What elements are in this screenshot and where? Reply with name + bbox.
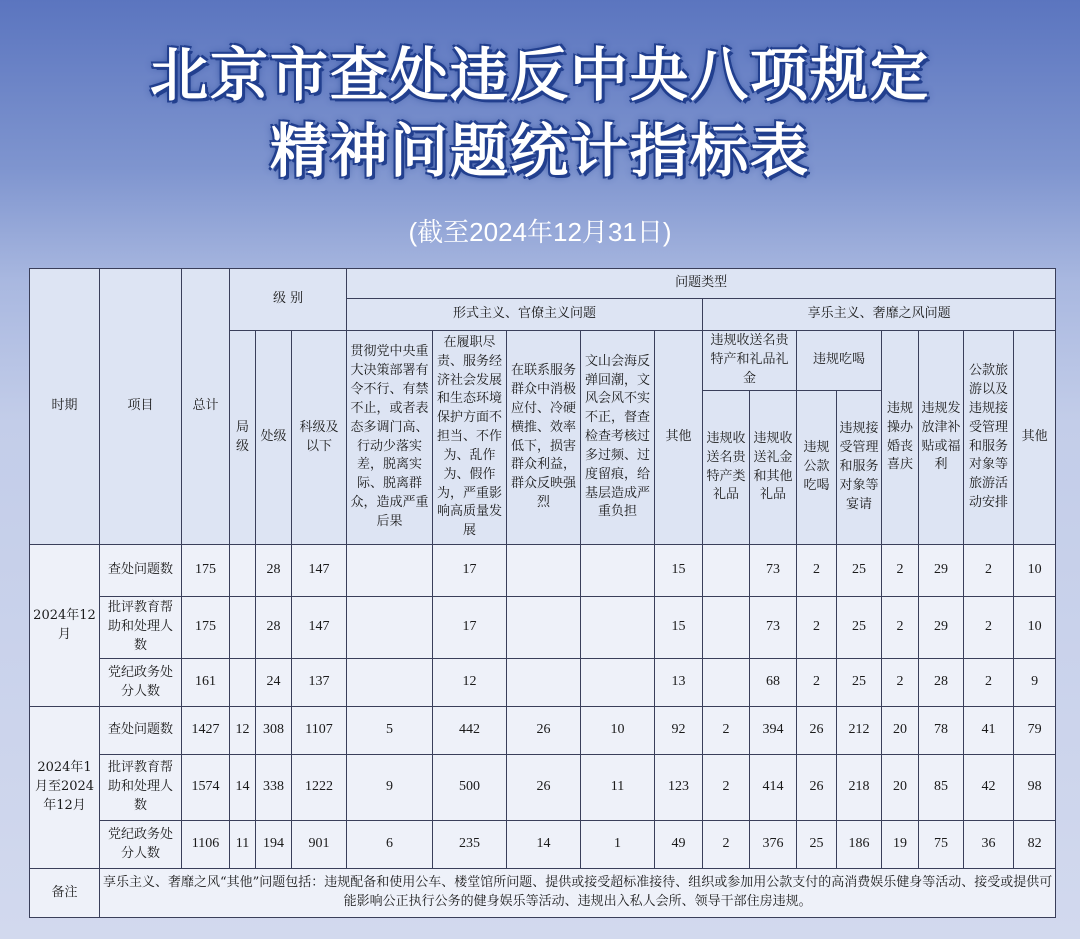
cell-h4: 85: [919, 755, 964, 821]
cell-f2: 17: [433, 597, 507, 659]
cell-f5: 13: [655, 659, 703, 707]
cell-h4: 78: [919, 707, 964, 755]
cell-h6: 98: [1014, 755, 1056, 821]
cell-h5: 41: [964, 707, 1014, 755]
cell-h3: 2: [882, 545, 919, 597]
cell-total: 161: [182, 659, 230, 707]
header-formalism-2: 在履职尽责、服务经济社会发展和生态环境保护方面不担当、不作为、乱作为、假作为，严重影响高质量发展: [433, 331, 507, 545]
header-gift-1: 违规收送名贵特产类礼品: [703, 391, 750, 545]
row-item-label: 查处问题数: [100, 707, 182, 755]
cell-e2: 212: [837, 707, 882, 755]
cell-e2: 218: [837, 755, 882, 821]
cell-h3: 2: [882, 597, 919, 659]
header-gift: 违规收送名贵特产和礼品礼金: [703, 331, 797, 391]
cell-h4: 29: [919, 597, 964, 659]
cell-f1: [347, 545, 433, 597]
cell-h3: 20: [882, 707, 919, 755]
cell-e1: 25: [797, 821, 837, 869]
header-formalism-4: 文山会海反弹回潮，文风会风不实不正，督查检查考核过多过频、过度留痕，给基层造成严重负担: [581, 331, 655, 545]
subtitle-date: (截至2024年12月31日): [408, 217, 672, 247]
title-line-1: 北京市查处违反中央八项规定: [149, 41, 930, 109]
header-eating: 违规吃喝: [797, 331, 882, 391]
cell-ju: [230, 597, 256, 659]
header-period: 时期: [30, 269, 100, 545]
cell-g1: [703, 597, 750, 659]
cell-chu: 338: [256, 755, 292, 821]
header-weddings: 违规操办婚丧喜庆: [882, 331, 919, 545]
cell-total: 175: [182, 597, 230, 659]
cell-f1: 5: [347, 707, 433, 755]
cell-f4: 1: [581, 821, 655, 869]
cell-chu: 308: [256, 707, 292, 755]
cell-ke: 147: [292, 597, 347, 659]
cell-e1: 2: [797, 597, 837, 659]
cell-h3: 20: [882, 755, 919, 821]
row-item-label: 批评教育帮助和处理人数: [100, 755, 182, 821]
cell-total: 1574: [182, 755, 230, 821]
header-item: 项目: [100, 269, 182, 545]
cell-f3: 26: [507, 707, 581, 755]
cell-f5: 92: [655, 707, 703, 755]
header-issue-type: 问题类型: [347, 269, 1056, 299]
row-item-label: 批评教育帮助和处理人数: [100, 597, 182, 659]
cell-e2: 25: [837, 597, 882, 659]
header-total: 总计: [182, 269, 230, 545]
cell-e2: 25: [837, 659, 882, 707]
table-row: [30, 659, 1056, 707]
header-subsidies: 违规发放津补贴或福利: [919, 331, 964, 545]
cell-h6: 10: [1014, 545, 1056, 597]
cell-e1: 2: [797, 545, 837, 597]
table-row: [30, 821, 1056, 869]
cell-h3: 19: [882, 821, 919, 869]
header-gift-2: 违规收送礼金和其他礼品: [750, 391, 797, 545]
cell-f2: 17: [433, 545, 507, 597]
cell-g2: 376: [750, 821, 797, 869]
cell-g2: 73: [750, 597, 797, 659]
cell-f4: [581, 659, 655, 707]
cell-h4: 28: [919, 659, 964, 707]
cell-chu: 24: [256, 659, 292, 707]
cell-f1: [347, 659, 433, 707]
cell-f1: [347, 597, 433, 659]
header-level-ju: 局级: [230, 331, 256, 545]
cell-ju: [230, 545, 256, 597]
header-level-ke: 科级及以下: [292, 331, 347, 545]
row-item-label: 查处问题数: [100, 545, 182, 597]
note-label: 备注: [30, 869, 100, 918]
cell-h6: 9: [1014, 659, 1056, 707]
cell-ke: 137: [292, 659, 347, 707]
cell-e1: 26: [797, 707, 837, 755]
cell-f3: [507, 545, 581, 597]
cell-g2: 394: [750, 707, 797, 755]
cell-f2: 442: [433, 707, 507, 755]
header-formalism: 形式主义、官僚主义问题: [347, 299, 703, 331]
cell-g1: [703, 545, 750, 597]
cell-f2: 500: [433, 755, 507, 821]
cell-h4: 75: [919, 821, 964, 869]
cell-f1: 9: [347, 755, 433, 821]
header-formalism-1: 贯彻党中央重大决策部署有令不行、有禁不止，或者表态多调门高、行动少落实差，脱离实际、脱离群众，造成严重后果: [347, 331, 433, 545]
table-row: [30, 545, 1056, 597]
cell-e1: 26: [797, 755, 837, 821]
cell-h5: 2: [964, 597, 1014, 659]
cell-e1: 2: [797, 659, 837, 707]
cell-ju: [230, 659, 256, 707]
table-row: [30, 755, 1056, 821]
cell-e2: 25: [837, 545, 882, 597]
cell-ke: 901: [292, 821, 347, 869]
cell-h5: 42: [964, 755, 1014, 821]
cell-g1: 2: [703, 707, 750, 755]
cell-g2: 73: [750, 545, 797, 597]
cell-f1: 6: [347, 821, 433, 869]
period-label: 2024年12月: [30, 545, 100, 707]
header-level: 级 别: [230, 269, 347, 331]
cell-total: 175: [182, 545, 230, 597]
cell-h6: 10: [1014, 597, 1056, 659]
cell-h6: 82: [1014, 821, 1056, 869]
cell-f5: 123: [655, 755, 703, 821]
cell-f4: 10: [581, 707, 655, 755]
cell-h5: 2: [964, 545, 1014, 597]
header-formalism-other: 其他: [655, 331, 703, 545]
cell-g1: [703, 659, 750, 707]
cell-g1: 2: [703, 755, 750, 821]
cell-ke: 1222: [292, 755, 347, 821]
period-label: 2024年1月至2024年12月: [30, 707, 100, 869]
note-text: 享乐主义、奢靡之风“其他”问题包括：违规配备和使用公车、楼堂馆所问题、提供或接受超标准接待、组织或参加用公款支付的高消费娱乐健身等活动、接受或提供可能影响公正执行公务的健身娱乐等活动、违规出入私人会所、领导干部住房违规。: [100, 869, 1056, 918]
cell-chu: 28: [256, 545, 292, 597]
cell-f3: [507, 597, 581, 659]
cell-e2: 186: [837, 821, 882, 869]
cell-f3: 26: [507, 755, 581, 821]
cell-ju: 11: [230, 821, 256, 869]
cell-f5: 15: [655, 597, 703, 659]
cell-f5: 49: [655, 821, 703, 869]
cell-f5: 15: [655, 545, 703, 597]
cell-chu: 194: [256, 821, 292, 869]
cell-h3: 2: [882, 659, 919, 707]
cell-ke: 1107: [292, 707, 347, 755]
statistics-table: [29, 268, 1056, 918]
cell-h5: 2: [964, 659, 1014, 707]
cell-f4: [581, 545, 655, 597]
cell-f4: 11: [581, 755, 655, 821]
cell-g1: 2: [703, 821, 750, 869]
cell-ju: 12: [230, 707, 256, 755]
cell-h5: 36: [964, 821, 1014, 869]
table-row: [30, 597, 1056, 659]
cell-total: 1106: [182, 821, 230, 869]
header-hedonism: 享乐主义、奢靡之风问题: [703, 299, 1056, 331]
cell-total: 1427: [182, 707, 230, 755]
header-formalism-3: 在联系服务群众中消极应付、冷硬横推、效率低下，损害群众利益，群众反映强烈: [507, 331, 581, 545]
cell-g2: 414: [750, 755, 797, 821]
cell-h4: 29: [919, 545, 964, 597]
title-line-2: 精神问题统计指标表: [269, 117, 810, 185]
cell-f3: 14: [507, 821, 581, 869]
cell-ke: 147: [292, 545, 347, 597]
row-item-label: 党纪政务处分人数: [100, 821, 182, 869]
header-hedonism-other: 其他: [1014, 331, 1056, 545]
header-eating-1: 违规公款吃喝: [797, 391, 837, 545]
cell-f2: 12: [433, 659, 507, 707]
row-item-label: 党纪政务处分人数: [100, 659, 182, 707]
header-level-chu: 处级: [256, 331, 292, 545]
header-travel: 公款旅游以及违规接受管理和服务对象等旅游活动安排: [964, 331, 1014, 545]
cell-f4: [581, 597, 655, 659]
cell-h6: 79: [1014, 707, 1056, 755]
table-row: [30, 707, 1056, 755]
cell-f2: 235: [433, 821, 507, 869]
cell-ju: 14: [230, 755, 256, 821]
cell-chu: 28: [256, 597, 292, 659]
cell-g2: 68: [750, 659, 797, 707]
cell-f3: [507, 659, 581, 707]
header-eating-2: 违规接受管理和服务对象等宴请: [837, 391, 882, 545]
